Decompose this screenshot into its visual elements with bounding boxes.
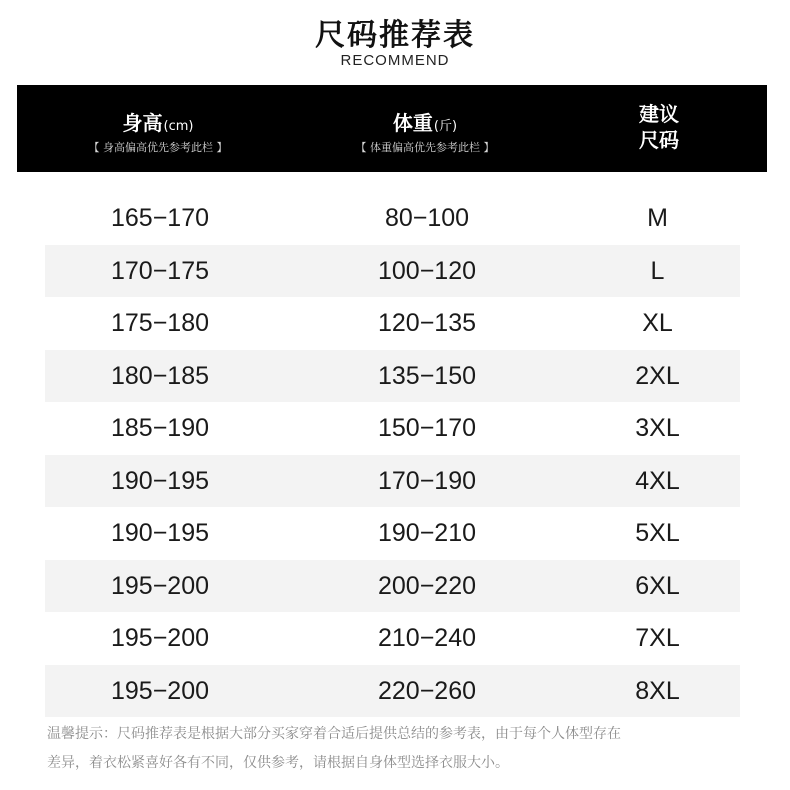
header-height-label: 身高 bbox=[122, 111, 163, 135]
page-subtitle: RECOMMEND bbox=[340, 52, 450, 69]
height-cell: 195−200 bbox=[110, 676, 210, 705]
weight-cell: 170−190 bbox=[377, 466, 477, 495]
header-size-line2: 尺码 bbox=[639, 128, 679, 152]
table-row bbox=[45, 350, 740, 403]
table-row bbox=[45, 665, 740, 718]
weight-cell: 200−220 bbox=[377, 571, 477, 600]
table-row bbox=[45, 402, 740, 455]
size-table-body bbox=[45, 192, 740, 717]
size-cell: 7XL bbox=[635, 624, 680, 652]
size-cell: 5XL bbox=[635, 519, 680, 547]
size-cell: 3XL bbox=[635, 414, 680, 442]
weight-cell: 120−135 bbox=[377, 309, 477, 337]
header-weight-unit: (斤) bbox=[433, 119, 458, 134]
table-row bbox=[45, 560, 740, 613]
table-row bbox=[45, 507, 740, 560]
header-height-unit: (cm) bbox=[163, 119, 194, 134]
weight-cell: 220−260 bbox=[377, 676, 477, 705]
table-header bbox=[17, 85, 767, 172]
height-cell: 190−195 bbox=[110, 519, 210, 547]
size-cell: 8XL bbox=[635, 676, 680, 705]
size-cell: L bbox=[650, 256, 665, 285]
header-size-line1: 建议 bbox=[639, 102, 679, 126]
header-weight-label: 体重 bbox=[392, 111, 433, 135]
table-row bbox=[45, 245, 740, 298]
height-cell: 195−200 bbox=[110, 571, 210, 600]
size-cell: 4XL bbox=[635, 466, 680, 495]
table-row bbox=[45, 297, 740, 350]
height-cell: 195−200 bbox=[110, 624, 210, 652]
height-cell: 190−195 bbox=[110, 466, 210, 495]
weight-cell: 210−240 bbox=[377, 624, 477, 652]
header-weight-note: 【 体重偏高优先参考此栏 】 bbox=[355, 141, 495, 154]
height-cell: 170−175 bbox=[110, 256, 210, 285]
weight-cell: 190−210 bbox=[377, 519, 477, 547]
height-cell: 180−185 bbox=[110, 361, 210, 390]
height-cell: 175−180 bbox=[110, 309, 210, 337]
footer-note bbox=[47, 720, 747, 778]
size-cell: M bbox=[647, 204, 668, 232]
weight-cell: 80−100 bbox=[384, 204, 470, 232]
size-cell: 2XL bbox=[635, 361, 680, 390]
weight-cell: 150−170 bbox=[377, 414, 477, 442]
size-cell: XL bbox=[642, 309, 673, 337]
header-size-column bbox=[551, 85, 767, 172]
header-height-note: 【 身高偏高优先参考此栏 】 bbox=[88, 141, 228, 154]
height-cell: 165−170 bbox=[110, 204, 210, 232]
header-weight-column bbox=[299, 85, 551, 172]
size-cell: 6XL bbox=[635, 571, 680, 600]
header-height-column bbox=[17, 85, 299, 172]
table-row bbox=[45, 455, 740, 508]
footer-note-line1: 温馨提示：尺码推荐表是根据大部分买家穿着合适后提供总结的参考表，由于每个人体型存在 bbox=[47, 726, 621, 742]
page-title: 尺码推荐表 bbox=[315, 18, 475, 53]
height-cell: 185−190 bbox=[110, 414, 210, 442]
weight-cell: 135−150 bbox=[377, 361, 477, 390]
weight-cell: 100−120 bbox=[377, 256, 477, 285]
footer-note-line2: 差异，着衣松紧喜好各有不同，仅供参考，请根据自身体型选择衣服大小。 bbox=[47, 755, 509, 771]
table-row bbox=[45, 612, 740, 665]
table-row bbox=[45, 192, 740, 245]
